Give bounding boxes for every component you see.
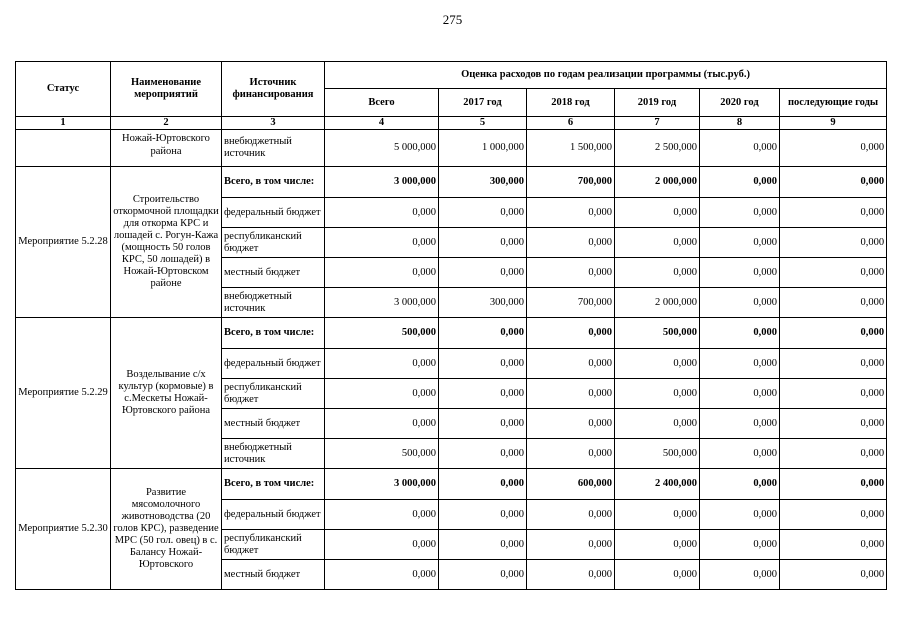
value-cell: 600,000 [527, 469, 615, 500]
value-cell: 0,000 [615, 409, 700, 439]
source-cell: федеральный бюджет [222, 500, 325, 530]
value-cell: 0,000 [439, 409, 527, 439]
value-cell: 0,000 [325, 409, 439, 439]
value-cell: 0,000 [439, 258, 527, 288]
value-cell: 0,000 [780, 258, 887, 288]
value-cell: 0,000 [439, 379, 527, 409]
value-cell: 0,000 [439, 349, 527, 379]
value-cell: 2 400,000 [615, 469, 700, 500]
value-cell: 0,000 [700, 500, 780, 530]
value-cell: 0,000 [700, 560, 780, 590]
source-cell: внебюджетный источник [222, 288, 325, 318]
value-cell: 2 000,000 [615, 167, 700, 198]
source-cell: республиканский бюджет [222, 530, 325, 560]
value-cell: 0,000 [615, 349, 700, 379]
value-cell: 0,000 [780, 130, 887, 167]
value-cell: 0,000 [700, 228, 780, 258]
measure-name: Ножай-Юртовского района [122, 132, 210, 157]
value-cell: 0,000 [527, 228, 615, 258]
value-cell: 0,000 [527, 439, 615, 469]
value-cell: 500,000 [615, 318, 700, 349]
table-viewport [15, 61, 887, 604]
value-cell: 2 500,000 [615, 130, 700, 167]
value-cell: 0,000 [780, 409, 887, 439]
value-cell: 500,000 [615, 439, 700, 469]
value-cell: 0,000 [780, 198, 887, 228]
table-row [16, 167, 887, 198]
value-cell: 0,000 [439, 469, 527, 500]
header-2018: 2018 год [527, 89, 615, 117]
value-cell: 500,000 [325, 318, 439, 349]
value-cell: 0,000 [527, 318, 615, 349]
header-2017: 2017 год [439, 89, 527, 117]
value-cell: 0,000 [780, 318, 887, 349]
header-2020: 2020 год [700, 89, 780, 117]
value-cell: 0,000 [700, 167, 780, 198]
value-cell: 0,000 [780, 469, 887, 500]
value-cell: 0,000 [439, 560, 527, 590]
value-cell: 0,000 [780, 530, 887, 560]
value-cell: 0,000 [439, 500, 527, 530]
value-cell: 0,000 [700, 318, 780, 349]
value-cell: 0,000 [527, 409, 615, 439]
value-cell: 0,000 [615, 379, 700, 409]
value-cell: 300,000 [439, 288, 527, 318]
value-cell: 0,000 [615, 530, 700, 560]
value-cell: 0,000 [700, 288, 780, 318]
status-cell [16, 130, 111, 167]
source-cell: федеральный бюджет [222, 198, 325, 228]
value-cell: 0,000 [439, 439, 527, 469]
value-cell: 0,000 [615, 258, 700, 288]
header-status: Статус [16, 62, 111, 117]
source-cell: внебюджетный источник [222, 439, 325, 469]
col-number: 7 [615, 117, 700, 130]
source-cell: местный бюджет [222, 409, 325, 439]
measure-name-cell: Возделывание с/х культур (кормовые) в с.Мескеты Ножай-Юртовского района [111, 318, 222, 469]
table-row [16, 318, 887, 349]
source-cell: местный бюджет [222, 258, 325, 288]
value-cell: 0,000 [700, 530, 780, 560]
value-cell: 0,000 [780, 288, 887, 318]
value-cell: 0,000 [527, 500, 615, 530]
value-cell: 0,000 [325, 228, 439, 258]
source-cell: федеральный бюджет [222, 349, 325, 379]
measure-name-cell: Строительство откормочной площадки для откорма КРС и лошадей с. Рогун-Кажа (мощность 50 голов КРС, 50 лошадей) в Ножай-Юртовском районе [111, 167, 222, 318]
value-cell: 700,000 [527, 288, 615, 318]
value-cell: 0,000 [527, 349, 615, 379]
source-cell: внебюджетный источник [222, 130, 325, 167]
value-cell: 0,000 [439, 198, 527, 228]
value-cell: 500,000 [325, 439, 439, 469]
value-cell: 0,000 [527, 379, 615, 409]
value-cell: 1 500,000 [527, 130, 615, 167]
value-cell: 0,000 [325, 530, 439, 560]
source-cell: местный бюджет [222, 560, 325, 590]
value-cell: 0,000 [700, 439, 780, 469]
value-cell: 0,000 [439, 318, 527, 349]
value-cell: 3 000,000 [325, 167, 439, 198]
header-name: Наименование мероприятий [111, 62, 222, 117]
value-cell: 0,000 [527, 258, 615, 288]
source-cell: Всего, в том числе: [222, 167, 325, 198]
budget-table [15, 61, 887, 590]
value-cell: 0,000 [700, 258, 780, 288]
value-cell: 0,000 [780, 167, 887, 198]
value-cell: 0,000 [439, 228, 527, 258]
status-cell: Мероприятие 5.2.28 [16, 167, 111, 318]
value-cell: 700,000 [527, 167, 615, 198]
source-cell: республиканский бюджет [222, 379, 325, 409]
value-cell: 0,000 [780, 500, 887, 530]
value-cell: 3 000,000 [325, 469, 439, 500]
value-cell: 0,000 [439, 530, 527, 560]
value-cell: 0,000 [615, 228, 700, 258]
value-cell: 0,000 [700, 349, 780, 379]
value-cell: 0,000 [325, 379, 439, 409]
value-cell: 0,000 [780, 228, 887, 258]
value-cell: 0,000 [615, 198, 700, 228]
col-number: 8 [700, 117, 780, 130]
table-row [16, 469, 887, 500]
status-cell: Мероприятие 5.2.30 [16, 469, 111, 590]
value-cell: 0,000 [700, 409, 780, 439]
value-cell: 0,000 [527, 560, 615, 590]
col-number: 4 [325, 117, 439, 130]
measure-name-cell [111, 130, 222, 167]
value-cell: 0,000 [325, 198, 439, 228]
header-estimate: Оценка расходов по годам реализации программы (тыс.руб.) [325, 62, 887, 89]
col-number: 9 [780, 117, 887, 130]
value-cell: 0,000 [700, 379, 780, 409]
col-number: 6 [527, 117, 615, 130]
header-later: последующие годы [780, 89, 887, 117]
value-cell: 3 000,000 [325, 288, 439, 318]
col-number: 2 [111, 117, 222, 130]
value-cell: 0,000 [700, 130, 780, 167]
value-cell: 300,000 [439, 167, 527, 198]
source-cell: Всего, в том числе: [222, 318, 325, 349]
col-number: 5 [439, 117, 527, 130]
header-source: Источник финансирования [222, 62, 325, 117]
value-cell: 0,000 [780, 560, 887, 590]
col-number: 1 [16, 117, 111, 130]
header-2019: 2019 год [615, 89, 700, 117]
value-cell: 0,000 [325, 560, 439, 590]
value-cell: 0,000 [780, 349, 887, 379]
value-cell: 2 000,000 [615, 288, 700, 318]
page-number: 275 [442, 12, 463, 27]
source-cell: Всего, в том числе: [222, 469, 325, 500]
value-cell: 0,000 [325, 500, 439, 530]
value-cell: 0,000 [527, 198, 615, 228]
value-cell: 0,000 [527, 530, 615, 560]
table-row [16, 130, 887, 167]
status-cell: Мероприятие 5.2.29 [16, 318, 111, 469]
value-cell: 0,000 [700, 198, 780, 228]
header-total: Всего [325, 89, 439, 117]
value-cell: 0,000 [615, 500, 700, 530]
value-cell: 1 000,000 [439, 130, 527, 167]
measure-name-cell: Развитие мясомолочного животноводства (20 голов КРС), разведение МРС (50 гол. овец) в с. Балансу Ножай-Юртовского [111, 469, 222, 590]
col-number: 3 [222, 117, 325, 130]
value-cell: 0,000 [700, 469, 780, 500]
value-cell: 0,000 [325, 258, 439, 288]
value-cell: 0,000 [615, 560, 700, 590]
value-cell: 0,000 [780, 379, 887, 409]
value-cell: 0,000 [780, 439, 887, 469]
value-cell: 0,000 [325, 349, 439, 379]
value-cell: 5 000,000 [325, 130, 439, 167]
source-cell: республиканский бюджет [222, 228, 325, 258]
